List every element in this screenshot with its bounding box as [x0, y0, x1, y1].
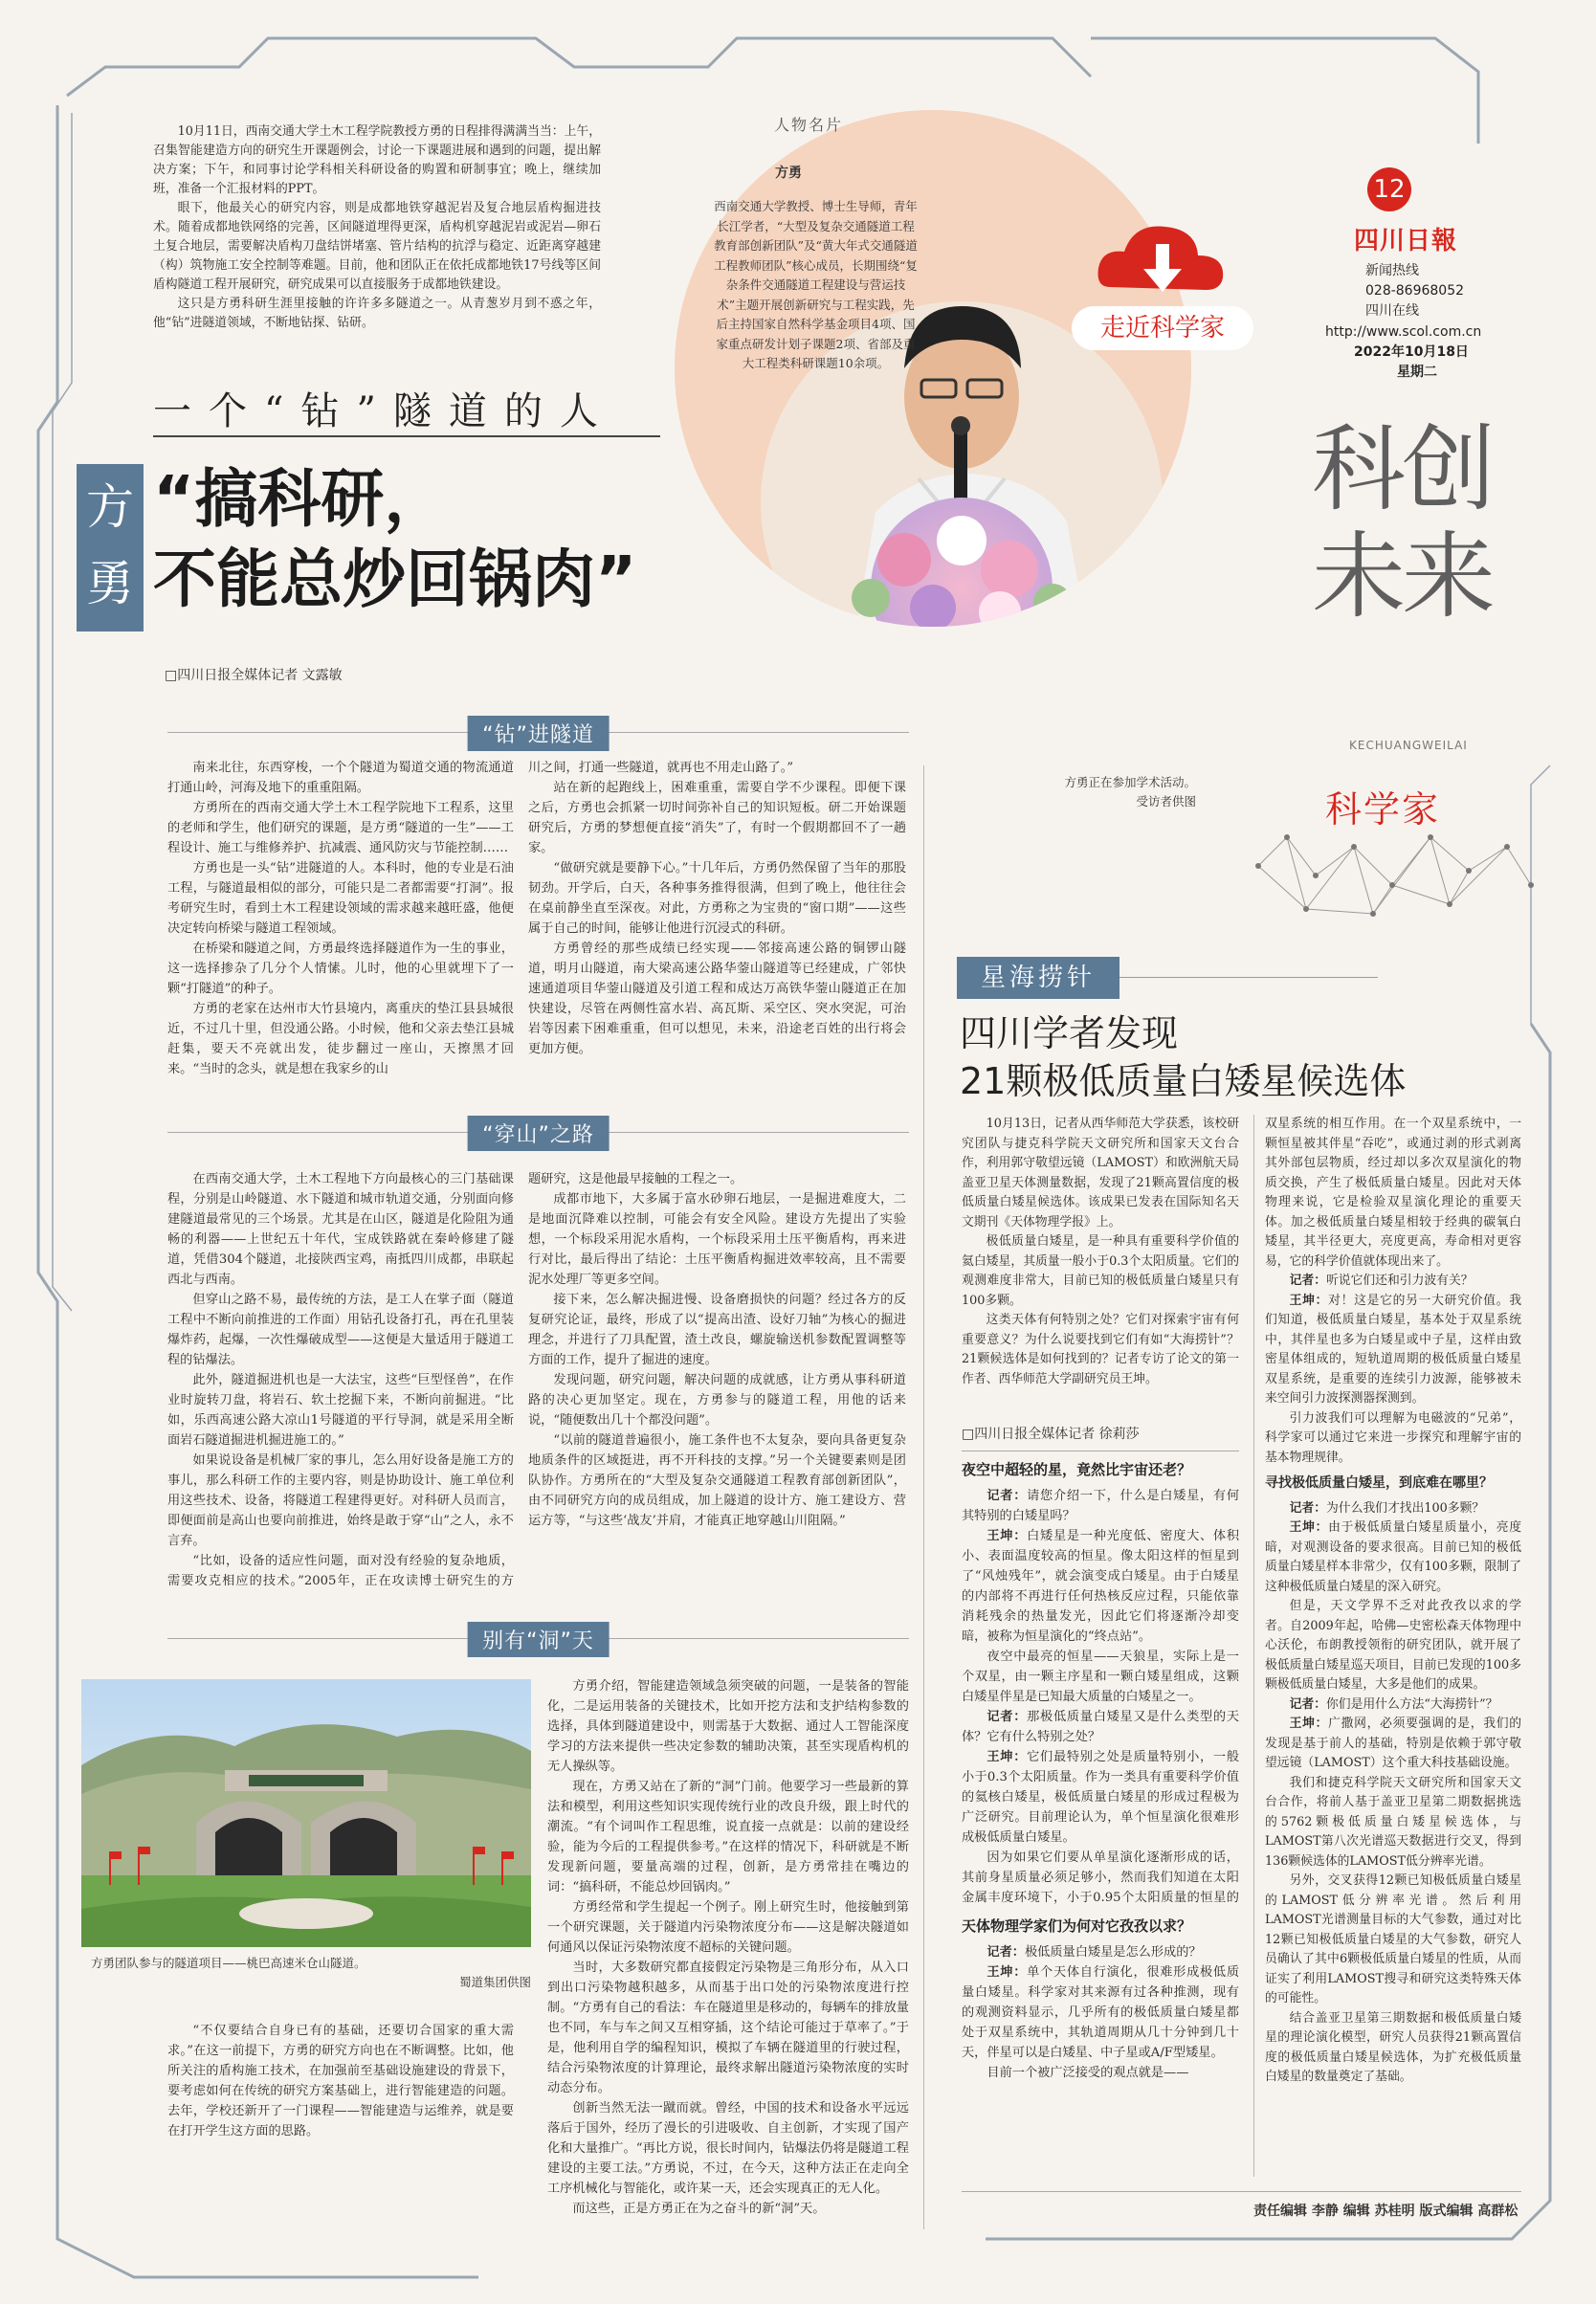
section-heading-1: “钻”进隧道 — [167, 732, 909, 765]
intro-text: 10月11日，西南交通大学土木工程学院教授方勇的日程排得满满当当：上午，召集智能建造方向的研究生开课题例会，讨论一下课题进展和遇到的问题，提出解决方案；下午，和同事讨论学科相关科研设备的购置和研制事宜；晚上，继续加班，准备一个汇报材料的PPT。 眼下，他最关心的研究内容，则是成都地铁穿越泥岩及复合地层盾构掘进技术。随着成都地铁网络的完善，区间隧道埋得更深，盾构机穿越泥岩或泥岩—卵石土复合地层，需要解决盾构刀盘结饼堵塞、管片结构的抗浮与稳定、近距离穿越建（构）筑物施工安全控制等难题。目前，他和团队正在依托成都地铁17号线等区间盾构隧道工程开展研究，研究成果可以直接服务于成都地铁建设。 这只是方勇科研生涯里接触的许许多多隧道之一。从青葱岁月到不惑之年，他“钻”进隧道领域，不断地钻探、钻研。 — [153, 124, 601, 330]
second-story-byline: □四川日报全媒体记者 徐莉莎 — [962, 1427, 1140, 1442]
column-pinyin: KECHUANGWEILAI — [1349, 739, 1468, 752]
online-label: 四川在线 — [1365, 303, 1419, 319]
name-tag: 方勇 — [77, 464, 144, 631]
section-heading-2: “穿山”之路 — [167, 1132, 909, 1165]
section2-column-1: 在西南交通大学，土木工程地下方向最核心的三门基础课程，分别是山岭隧道、水下隧道和城市轨道交通，分别面向修建隧道最常见的三个场景。尤其是在山区，隧道是化险阻为通畅的利器——上世纪五十年代，宝成铁路就在秦岭修建了隧道，凭借304个隧道，北接陕西宝鸡，南抵四川成都，串联起西北与西南。 但穿山之路不易，最传统的方法，是工人在掌子面（隧道工程中不断向前推进的工作面）用钻孔设备打孔，再在孔里装爆炸药，起爆，一次性爆破成型——这便是大量适用于隧道工程的钻爆法。 此外，隧道掘进机也是一大法宝，这些“巨型怪兽”，在作业时旋转刀盘，将岩石、软土挖掘下来，不断向前掘进。“比如，乐西高速公路大凉山1号隧道的平行导洞，就是采用全断面岩石隧道掘进机掘进施工的。” 如果说设备是机械厂家的事儿，怎么用好设备是施工方的事儿，那么科研工作的主要内容，则是协助设计、施工单位利用这些技术、设备，将隧道工程建得更好。对科研人员而言，即便面前是高山也要向前推进，始终是敢于穿“山”之人，永不言弃。 “比如，设备的适应性问题，面对没有经验的复杂地质，需要攻克相应的技术。”2005年，正在攻读博士研究生的方 — [167, 1172, 514, 1588]
editor-credits: 责任编辑 李静 编辑 苏桂明 版式编辑 高群松 — [1253, 2204, 1518, 2219]
paper-name: 四川日報 — [1354, 227, 1458, 255]
profile-box — [670, 113, 957, 370]
network-dots-decoration — [1249, 818, 1536, 933]
hotline-number: 028-86968052 — [1365, 283, 1465, 299]
hotline-label: 新闻热线 — [1365, 263, 1419, 278]
section3-column-1: “不仅要结合自身已有的基础，还要切合国家的重大需求。”在这一前提下，方勇的研究方向也在不断调整。比如，他所关注的盾构施工技术，在加强前至基础设施建设的背景下，要考虑如何在传统的研究方案基础上，进行智能建造的问题。去年，学校还新开了一门课程——智能建造与运维养，就是要在打开学生这方面的思路。 — [167, 2024, 514, 2138]
page-number-badge: 12 — [1367, 167, 1411, 211]
byline: □四川日报全媒体记者 文露敏 — [165, 668, 343, 683]
feature-tag — [1091, 206, 1234, 359]
feature-tag-label: 走近科学家 — [1072, 306, 1253, 350]
subheading-1: 夜空中超轻的星，竟然比宇宙还老？ — [962, 1461, 1192, 1478]
kicker: 一个“钻”隧道的人 — [153, 389, 615, 433]
subheading-2: 天体物理学家们为何对它孜孜以求？ — [962, 1917, 1192, 1935]
column-subtitle: 科学家 — [1325, 788, 1441, 831]
second-story-lead: 10月13日，记者从西华师范大学获悉，该校研究团队与捷克科学院天文研究所和国家天文台合作，利用郭守敬望远镜（LAMOST）和欧洲航天局盖亚卫星天体测量数据，发现了21颗高置信度的极低质量白矮星候选体。该成果已发表在国际知名天文期刊《天体物理学报》上。 极低质量白矮星，是一种具有重要科学价值的氦白矮星，其质量一般小于0.3个太阳质量。它们的观测难度非常大，目前已知的极低质量白矮星只有100多颗。 这类天体有何特别之处？它们对探索宇宙有何重要意义？为什么说要找到它们有如“大海捞针”？21颗候选体是如何找到的？记者专访了论文的第一作者、西华师范大学副研究员王坤。 — [962, 1117, 1239, 1386]
section1-column-2: 川之间，打通一些隧道，就再也不用走山路了。” 站在新的起跑线上，困难重重，需要自学不少课程。即便下课之后，方勇也会抓紧一切时间弥补自己的知识短板。研二开始课题研究后，方勇的梦想便直接“消失”了，有时一个假期都回不了一趟家。 “做研究就是要静下心。”十几年后，方勇仍然保留了当年的那股韧劲。开学后，白天，各种事务推得很满，但到了晚上，他往往会在桌前静坐直至深夜。对此，方勇称之为宝贵的“窗口期”——这些属于自己的时间，能够让他进行沉浸式的科研。 方勇曾经的那些成绩已经实现——邻接高速公路的铜锣山隧道，明月山隧道，南大梁高速公路华蓥山隧道等已经建成，广邻快速通道项目华蓥山隧道及引道工程和成达万高铁华蓥山隧道正在加快建设，尽管在两侧性富水岩、高瓦斯、采空区、突水突泥，可治岩等因素下困难重重，但可以想见，未来，沿途老百姓的出行将会更加方便。 — [528, 761, 906, 1056]
portrait-caption: 方勇正在参加学术活动。 受访者供图 — [1064, 775, 1196, 809]
subheading-3: 寻找极低质量白矮星，到底难在哪里？ — [1265, 1475, 1493, 1491]
section-heading-3: 别有“洞”天 — [167, 1638, 909, 1672]
section2-column-2: 题研究，这是他最早接触的工程之一。 成都市地下，大多属于富水砂卵石地层，一是掘进难度大，二是地面沉降难以控制，可能会有安全风险。建设方先提出了实验想，一个标段采用泥水盾构，一个标段采用土压平衡盾构，再来进行对比，最后得出了结论：土压平衡盾构掘进效率较高，且不需要泥水处理厂等更多空间。 接下来，怎么解决掘进慢、设备磨损快的问题？经过各方的反复研究论证，最终，形成了以“提高出渣、设好刀轴”为核心的掘进理念，并进行了刀具配置，渣土改良，螺旋输送机参数配置调整等方面的工作，提升了掘进的速度。 发现问题，研究问题，解决问题的成就感，让方勇从事科研道路的决心更加坚定。现在，方勇参与的隧道工程，用他的话来说，“随便数出几十个都没问题”。 “以前的隧道普遍很小，施工条件也不太复杂，要向具备更复杂地质条件的区域挺进，再不开科技的支撑。”另一个关键要素则是团队协作。方勇所在的“大型及复杂交通隧道工程教育部创新团队”，由不同研究方向的成员组成，加上隧道的设计方、施工建设方、营运方等，“与这些‘战友’并肩，才能真正地穿越山川阻隔。” — [528, 1172, 906, 1528]
second-story-body-2: 记者：极低质量白矮星是怎么形成的？ 王坤：单个天体自行演化，很难形成极低质量白矮星。科学家对其来源有过各种推测，现有的观测资料显示，几乎所有的极低质量白矮星都处于双星系统中，其轨道周期从几十分钟到几十天，伴星可以是白矮星、中子星或A/F型矮星。 目前一个被广泛接受的观点就是—— — [962, 1945, 1239, 2080]
column-divider — [923, 765, 924, 2229]
issue-weekday: 星期二 — [1397, 365, 1437, 380]
headline: “搞科研， 不能总炒回锅肉” — [153, 462, 637, 616]
issue-date: 2022年10月18日 — [1354, 344, 1469, 360]
download-cloud-icon — [1091, 206, 1234, 311]
website-link[interactable]: http://www.scol.com.cn — [1325, 324, 1482, 340]
second-story-divider — [1253, 1115, 1254, 2177]
second-story-headline: 四川学者发现 21颗极低质量白矮星候选体 — [960, 1012, 1407, 1102]
section1-column-1: 南来北往，东西穿梭，一个个隧道为蜀道交通的物流通道打通山岭，河海及地下的重重阻隔。 方勇所在的西南交通大学土木工程学院地下工程系，这里的老师和学生，他们研究的课题，是方勇“隧道的一生”——工程设计、施工与维修养护、抗减震、通风防灾与节能控制…… 方勇也是一头“钻”进隧道的人。本科时，他的专业是石油工程，与隧道最相似的部分，可能只是二者都需要“打洞”。报考研究生时，看到土木工程建设领域的需求越来越旺盛，他便决定转向桥梁与隧道工程领域。 在桥梁和隧道之间，方勇最终选择隧道作为一生的事业，这一选择掺杂了几分个人情愫。儿时，他的心里就埋下了一颗“打隧道”的种子。 方勇的老家在达州市大竹县境内，离重庆的垫江县县城很近，不过几十里，但没通公路。小时候，他和父亲去垫江县城赶集，要天不亮就出发，徒步翻过一座山，天擦黑才回来。“当时的念头，就是想在我家乡的山 — [167, 761, 514, 1076]
second-story-right-column: 双星系统的相互作用。在一个双星系统中，一颗恒星被其伴星“吞吃”，或通过剥的形式剥离其外部包层物质，经过却以多次双星演化的物质交换，产生了极低质量白矮星。因此对天体物理来说，它是检验双星演化理论的重要天体。加之极低质量白矮星相较于经典的碳氧白矮星，其半径更大，亮度更高，寿命相对更容易，它的科学价值就体现出来了。 记者：听说它们还和引力波有关？ 王坤：对！这是它的另一大研究价值。我们知道，极低质量白矮星，基本处于双星系统中，其伴星也多为白矮星或中子星，这样由致密星体组成的，短轨道周期的极低质量白矮星双星系统，是重要的连续引力波源，能够被未来空间引力波探测器探测到。 引力波我们可以理解为电磁波的“兄弟”，科学家可以通过它来进一步探究和理解宇宙的基本物理规律。 寻找极低质量白矮星，到底难在哪里？ 记者：为什么我们才找出100多颗？ 王坤：由于极低质量白矮星质量小，亮度暗，对观测设备的要求很高。目前已知的极低质量白矮星样本非常少，仅有100多颗，限制了这种极低质量白矮星的深入研究。 但是，天文学界不乏对此孜孜以求的学者。自2009年起，哈佛—史密松森天体物理中心沃伦，布朗教授领衔的研究团队，就开展了极低质量白矮星巡天项目，目前已发现的100多颗极低质量白矮星，大多是他们的成果。 记者：你们是用什么方法“大海捞针”？ 王坤：广撒网，必须要强调的是，我们的发现是基于前人的基础，特别是依赖于郭守敬望远镜（LAMOST）这个重大科技基础设施。 我们和捷克科学院天文研究所和国家天文台合作，将前人基于盖亚卫星第二期数据挑选的5762颗极低质量白矮星候选体，与LAMOST第八次光谱巡天数据进行交叉，得到136颗候选体的LAMOST低分辨率光谱。 另外，交叉获得12颗已知极低质量白矮星的LAMOST低分辨率光谱。然后利用LAMOST光谱测量目标的大气参数，通过对比12颗已知极低质量白矮星的大气参数，研究人员确认了其中6颗极低质量白矮星的性质，从而证实了利用LAMOST搜寻和研究这类特殊天体的可能性。 结合盖亚卫星第三期数据和极低质量白矮星的理论演化模型，研究人员获得21颗高置信度的极低质量白矮星候选体，为扩充极低质量白矮星的数量奠定了基础。 — [1265, 1117, 1521, 2084]
second-story-tag: 星海捞针 — [957, 957, 1119, 999]
profile-header: 人物名片 — [773, 116, 843, 134]
second-story-body-1: 记者：请您介绍一下，什么是白矮星，有何其特别的白矮星吗？ 王坤：白矮星是一种光度低、密度大、体积小、表面温度较高的恒星。像太阳这样的恒星到了“风烛残年”，就会演变成白矮星。由于白矮星的内部将不再进行任何热核反应过程，只能依靠消耗残余的热量发光，因此它们将逐渐冷却变暗，被称为恒星演化的“终点站”。 夜空中最亮的恒星——天狼星，实际上是一个双星，由一颗主序星和一颗白矮星组成，这颗白矮星伴星是已知最大质量的白矮星之一。 记者：那极低质量白矮星又是什么类型的天体？它有什么特别之处？ 王坤：它们最特别之处是质量特别小，一般小于0.3个太阳质量。作为一类具有重要科学价值的氦核白矮星，极低质量白矮星的形成过程极为广泛研究。目前理论认为，单个恒星演化很难形成极低质量白矮星。 因为如果它们要从单星演化逐渐形成的话，其前身星质量必须足够小，然而我们知道在太阳金属丰度环境下，小于0.95个太阳质量的恒星的 — [962, 1489, 1239, 1905]
tunnel-caption: 方勇团队参与的隧道项目——桃巴高速米仓山隧道。 蜀道集团供图 — [91, 1956, 531, 1989]
footer-rule — [962, 2191, 1521, 2192]
tag-rule — [1119, 977, 1378, 978]
section3-column-2: 方勇介绍，智能建造领域急须突破的问题，一是装备的智能化，二是运用装备的关键技术，比如开挖方法和支护结构参数的选择，具体到隧道建设中，则需基于大数据、通过人工智能深度学习的方法来提供一些决定参数的辅助决策，甚至实现盾构机的无人操纵等。 现在，方勇又站在了新的“洞”门前。他要学习一些最新的算法和模型，利用这些知识实现传统行业的改良升级，跟上时代的潮流。“有个词叫作工程思维，说直接一点就是：以前的建设经验，能为今后的工程提供参考。”在这样的情况下，科研就是不断发现新问题，要量高端的过程，创新，是方勇常挂在嘴边的词：“搞科研，不能总炒回锅肉。” 方勇经常和学生提起一个例子。刚上研究生时，他接触到第一个研究课题，关于隧道内污染物浓度分布——这是解决隧道如何通风以保证污染物浓度不超标的关键问题。 当时，大多数研究都直接假定污染物是三角形分布，从入口到出口污染物越积越多，从而基于出口处的污染物浓度进行控制。“方勇有自己的看法：车在隧道里是移动的，每辆车的排放量也不同，车与车之间又互相穿插，这个结论可能过于草率了。”于是，他利用自学的编程知识，模拟了车辆在隧道里的行驶过程，结合污染物浓度的计算理论，最终求解出隧道污染物浓度的实时动态分布。 创新当然无法一蹴而就。曾经，中国的技术和设备水平远远落后于国外，经历了漫长的引进吸收、自主创新，才实现了国产化和大量推广。“再比方说，很长时间内，钻爆法仍将是隧道工程建设的主要工法。”方勇说，不过，在今天，这种方法正在走向全工序机械化与智能化，或许某一天，还会实现真正的无人化。 而这些，正是方勇正在为之奋斗的新“洞”天。 — [547, 1679, 909, 2216]
kicker-rule — [153, 435, 660, 437]
column-title-art: 科创未来 — [1311, 415, 1492, 631]
profile-body: 西南交通大学教授、博士生导师，青年长江学者，“大型及复杂交通隧道工程教育部创新团队”及“黄大年式交通隧道工程教师团队”核心成员，长期围绕“复杂条件交通隧道工程建设与营运技术”主题开展创新研究与工程实践，先后主持国家自然科学基金项目4项、国家重点研发计划子课题2项、省部及重大工程类科研课题10余项。 — [714, 199, 918, 370]
profile-name: 方勇 — [775, 166, 802, 181]
tunnel-photo — [81, 1679, 531, 1947]
